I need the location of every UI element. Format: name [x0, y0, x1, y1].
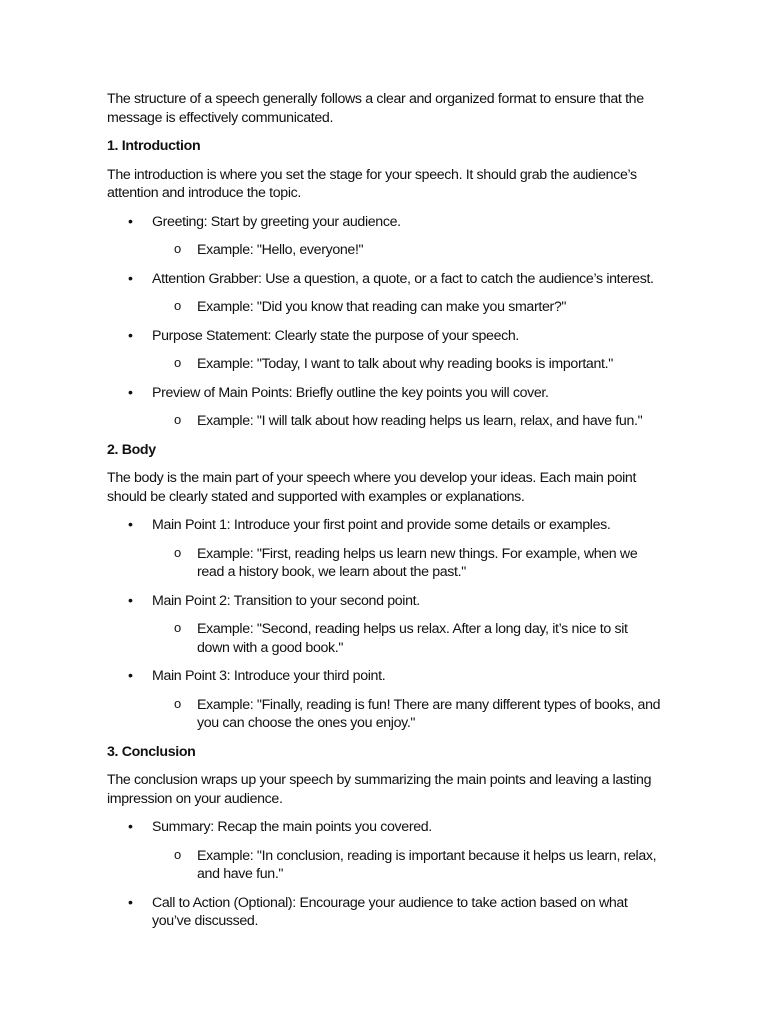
circle-bullet-icon: o	[174, 298, 181, 313]
circle-bullet-icon: o	[174, 412, 181, 427]
example-list	[152, 412, 663, 431]
example-list	[152, 545, 663, 582]
list-item-text: Summary: Recap the main points you covered.	[152, 819, 432, 835]
example-list	[152, 620, 663, 657]
section-heading: 2. Body	[107, 441, 156, 458]
section	[107, 137, 663, 431]
section-heading: 1. Introduction	[107, 138, 201, 154]
bullet-icon: •	[128, 213, 133, 230]
list-item	[107, 894, 663, 931]
list-item	[107, 516, 663, 582]
section-description: The body is the main part of your speech where you develop your ideas. Each main point should be clearly stated and supported with examples or explanations.	[107, 470, 637, 505]
list-item	[107, 384, 663, 431]
list-item	[107, 213, 663, 260]
list-item-text: Call to Action (Optional): Encourage your audience to take action based on what you’ve discussed.	[152, 894, 628, 929]
example-list	[152, 847, 663, 884]
list-item-text: Purpose Statement: Clearly state the purpose of your speech.	[152, 327, 520, 344]
list-item-text: Attention Grabber: Use a question, a quote, or a fact to catch the audience’s interest.	[152, 270, 654, 287]
list-item	[107, 667, 663, 733]
bullet-list	[107, 516, 663, 733]
example-text: Example: "Second, reading helps us relax. After a long day, it’s nice to sit down with a good book."	[197, 621, 628, 656]
example-item	[152, 847, 663, 884]
list-item-text: Main Point 2: Transition to your second point.	[152, 592, 420, 609]
example-list	[152, 298, 663, 317]
list-item-text: Main Point 1: Introduce your first point and provide some details or examples.	[152, 517, 611, 533]
example-text: Example: "I will talk about how reading helps us learn, relax, and have fun."	[197, 413, 643, 429]
section-description: The introduction is where you set the stage for your speech. It should grab the audience’s attention and introduce the topic.	[107, 166, 637, 201]
circle-bullet-icon: o	[174, 620, 181, 635]
example-item	[152, 241, 663, 260]
section-heading: 3. Conclusion	[107, 743, 196, 760]
sections-container	[107, 137, 663, 931]
bullet-icon: •	[128, 894, 133, 911]
bullet-icon: •	[128, 384, 133, 401]
example-text: Example: "In conclusion, reading is important because it helps us learn, relax, and have fun."	[197, 847, 657, 882]
example-text: Example: "Finally, reading is fun! There are many different types of books, and you can choose the ones you enjoy."	[197, 696, 661, 731]
bullet-list	[107, 213, 663, 431]
example-item	[152, 696, 663, 733]
example-item	[152, 298, 663, 317]
example-text: Example: "Hello, everyone!"	[197, 242, 364, 258]
example-text: Example: "Today, I want to talk about why reading books is important."	[197, 356, 613, 372]
example-list	[152, 241, 663, 260]
circle-bullet-icon: o	[174, 544, 181, 560]
example-item	[152, 355, 663, 374]
example-list	[152, 696, 663, 733]
bullet-list	[107, 818, 663, 931]
bullet-icon: •	[128, 668, 133, 684]
intro-paragraph: The structure of a speech generally follows a clear and organized format to ensure that the message is effectively communicated.	[107, 91, 644, 126]
example-item	[152, 545, 663, 582]
document-page	[107, 90, 663, 941]
section	[107, 441, 663, 733]
list-item-text: Main Point 3: Introduce your third point.	[152, 668, 386, 684]
bullet-icon: •	[128, 327, 133, 344]
example-item	[152, 620, 663, 657]
bullet-icon: •	[128, 819, 133, 835]
example-list	[152, 355, 663, 374]
circle-bullet-icon: o	[174, 241, 181, 256]
example-item	[152, 412, 663, 431]
list-item	[107, 270, 663, 317]
circle-bullet-icon: o	[174, 846, 181, 862]
bullet-icon: •	[128, 592, 133, 609]
example-text: Example: "First, reading helps us learn new things. For example, when we read a history book, we learn about the past."	[197, 545, 638, 580]
circle-bullet-icon: o	[174, 355, 181, 370]
section-description: The conclusion wraps up your speech by summarizing the main points and leaving a lasting impression on your audience.	[107, 772, 652, 807]
circle-bullet-icon: o	[174, 695, 181, 711]
list-item-text: Greeting: Start by greeting your audience.	[152, 213, 401, 230]
list-item	[107, 818, 663, 884]
bullet-icon: •	[128, 270, 133, 287]
list-item	[107, 592, 663, 658]
example-text: Example: "Did you know that reading can make you smarter?"	[197, 299, 567, 315]
section	[107, 743, 663, 931]
list-item-text: Preview of Main Points: Briefly outline the key points you will cover.	[152, 384, 549, 401]
list-item	[107, 327, 663, 374]
bullet-icon: •	[128, 517, 133, 533]
